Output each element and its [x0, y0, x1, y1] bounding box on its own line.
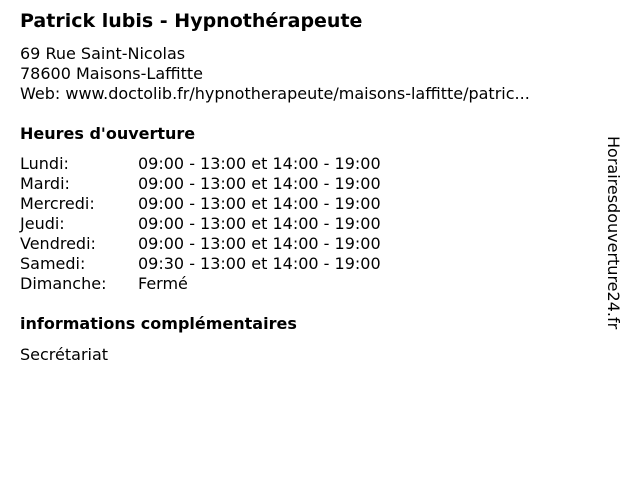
- website-link[interactable]: Web: www.doctolib.fr/hypnotherapeute/maisons-laffitte/patric...: [20, 84, 530, 103]
- hours-row-tuesday: [20, 174, 381, 194]
- business-title: Patrick lubis - Hypnothérapeute: [20, 10, 363, 32]
- additional-info-heading: informations complémentaires: [20, 314, 297, 333]
- address-street: 69 Rue Saint-Nicolas: [20, 44, 186, 63]
- time-value: 09:00 - 13:00 et 14:00 - 19:00: [138, 194, 381, 213]
- hours-row-saturday: [20, 254, 381, 274]
- day-label: Samedi:: [20, 254, 86, 273]
- time-value: 09:00 - 13:00 et 14:00 - 19:00: [138, 174, 381, 193]
- opening-hours-table: [20, 154, 381, 294]
- hours-row-monday: [20, 154, 381, 174]
- hours-row-thursday: [20, 214, 381, 234]
- time-value: 09:00 - 13:00 et 14:00 - 19:00: [138, 234, 381, 253]
- business-address: [20, 44, 530, 104]
- hours-row-sunday: [20, 274, 381, 294]
- opening-hours-heading: Heures d'ouverture: [20, 124, 196, 143]
- day-label: Vendredi:: [20, 234, 96, 253]
- address-city: 78600 Maisons-Laffitte: [20, 64, 203, 83]
- time-value: 09:00 - 13:00 et 14:00 - 19:00: [138, 154, 381, 173]
- day-label: Dimanche:: [20, 274, 107, 293]
- day-label: Lundi:: [20, 154, 69, 173]
- time-value: 09:00 - 13:00 et 14:00 - 19:00: [138, 214, 381, 233]
- time-value: Fermé: [138, 274, 188, 293]
- additional-info-text: Secrétariat: [20, 345, 109, 364]
- day-label: Mardi:: [20, 174, 70, 193]
- hours-row-wednesday: [20, 194, 381, 214]
- day-label: Mercredi:: [20, 194, 95, 213]
- hours-row-friday: [20, 234, 381, 254]
- site-watermark-label: Horairesdouverture24.fr: [604, 136, 623, 330]
- day-label: Jeudi:: [20, 214, 65, 233]
- time-value: 09:30 - 13:00 et 14:00 - 19:00: [138, 254, 381, 273]
